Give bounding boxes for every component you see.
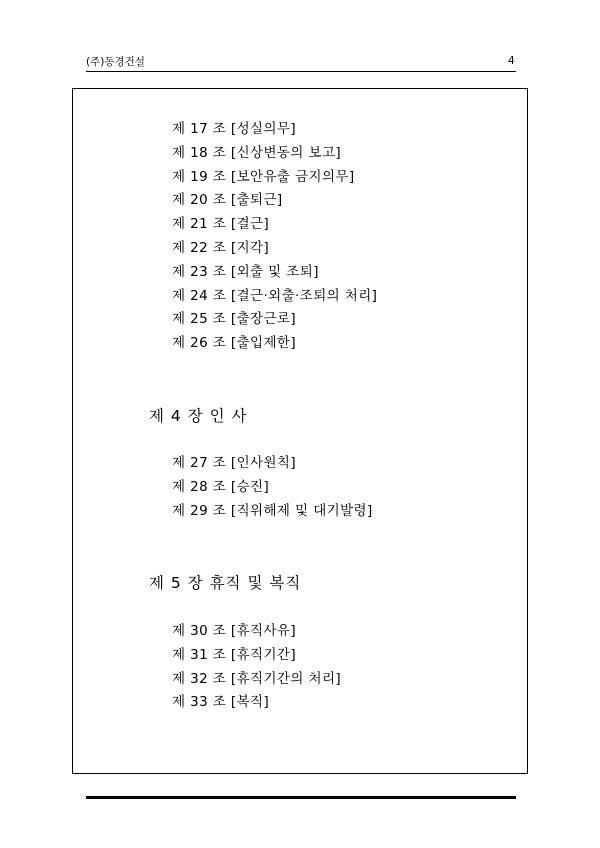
article-23: 제 23 조 [외출 및 조퇴] xyxy=(172,263,319,280)
article-22: 제 22 조 [지각] xyxy=(172,239,270,256)
chapter-5-heading: 제 5 장 휴직 및 복직 xyxy=(149,574,302,592)
article-list-chapter5 xyxy=(172,620,341,715)
article-list-chapter3 xyxy=(172,118,377,356)
article-31: 제 31 조 [휴직기간] xyxy=(172,646,297,663)
header-divider xyxy=(86,71,516,72)
page-number: 4 xyxy=(508,55,515,67)
article-30: 제 30 조 [휴직사유] xyxy=(172,623,297,639)
article-list-chapter4 xyxy=(172,452,373,523)
article-17: 제 17 조 [성실의무] xyxy=(172,121,297,137)
company-name: (주)동경건설 xyxy=(86,56,145,68)
article-20: 제 20 조 [출퇴근] xyxy=(172,192,283,209)
article-26: 제 26 조 [출입제한] xyxy=(172,335,297,352)
article-33: 제 33 조 [복직] xyxy=(172,694,270,711)
article-19: 제 19 조 [보안유출 금지의무] xyxy=(172,168,355,185)
article-21: 제 21 조 [결근] xyxy=(172,216,270,233)
footer-divider xyxy=(86,796,516,799)
article-25: 제 25 조 [출장근로] xyxy=(172,311,297,328)
article-29: 제 29 조 [직위해제 및 대기발령] xyxy=(172,502,373,519)
article-28: 제 28 조 [승진] xyxy=(172,478,270,495)
article-32: 제 32 조 [휴직기간의 처리] xyxy=(172,670,342,687)
article-24: 제 24 조 [결근·외출·조퇴의 처리] xyxy=(172,287,378,304)
chapter-4-heading: 제 4 장 인 사 xyxy=(149,407,248,425)
article-27: 제 27 조 [인사원칙] xyxy=(172,455,297,471)
article-18: 제 18 조 [신상변동의 보고] xyxy=(172,144,342,161)
